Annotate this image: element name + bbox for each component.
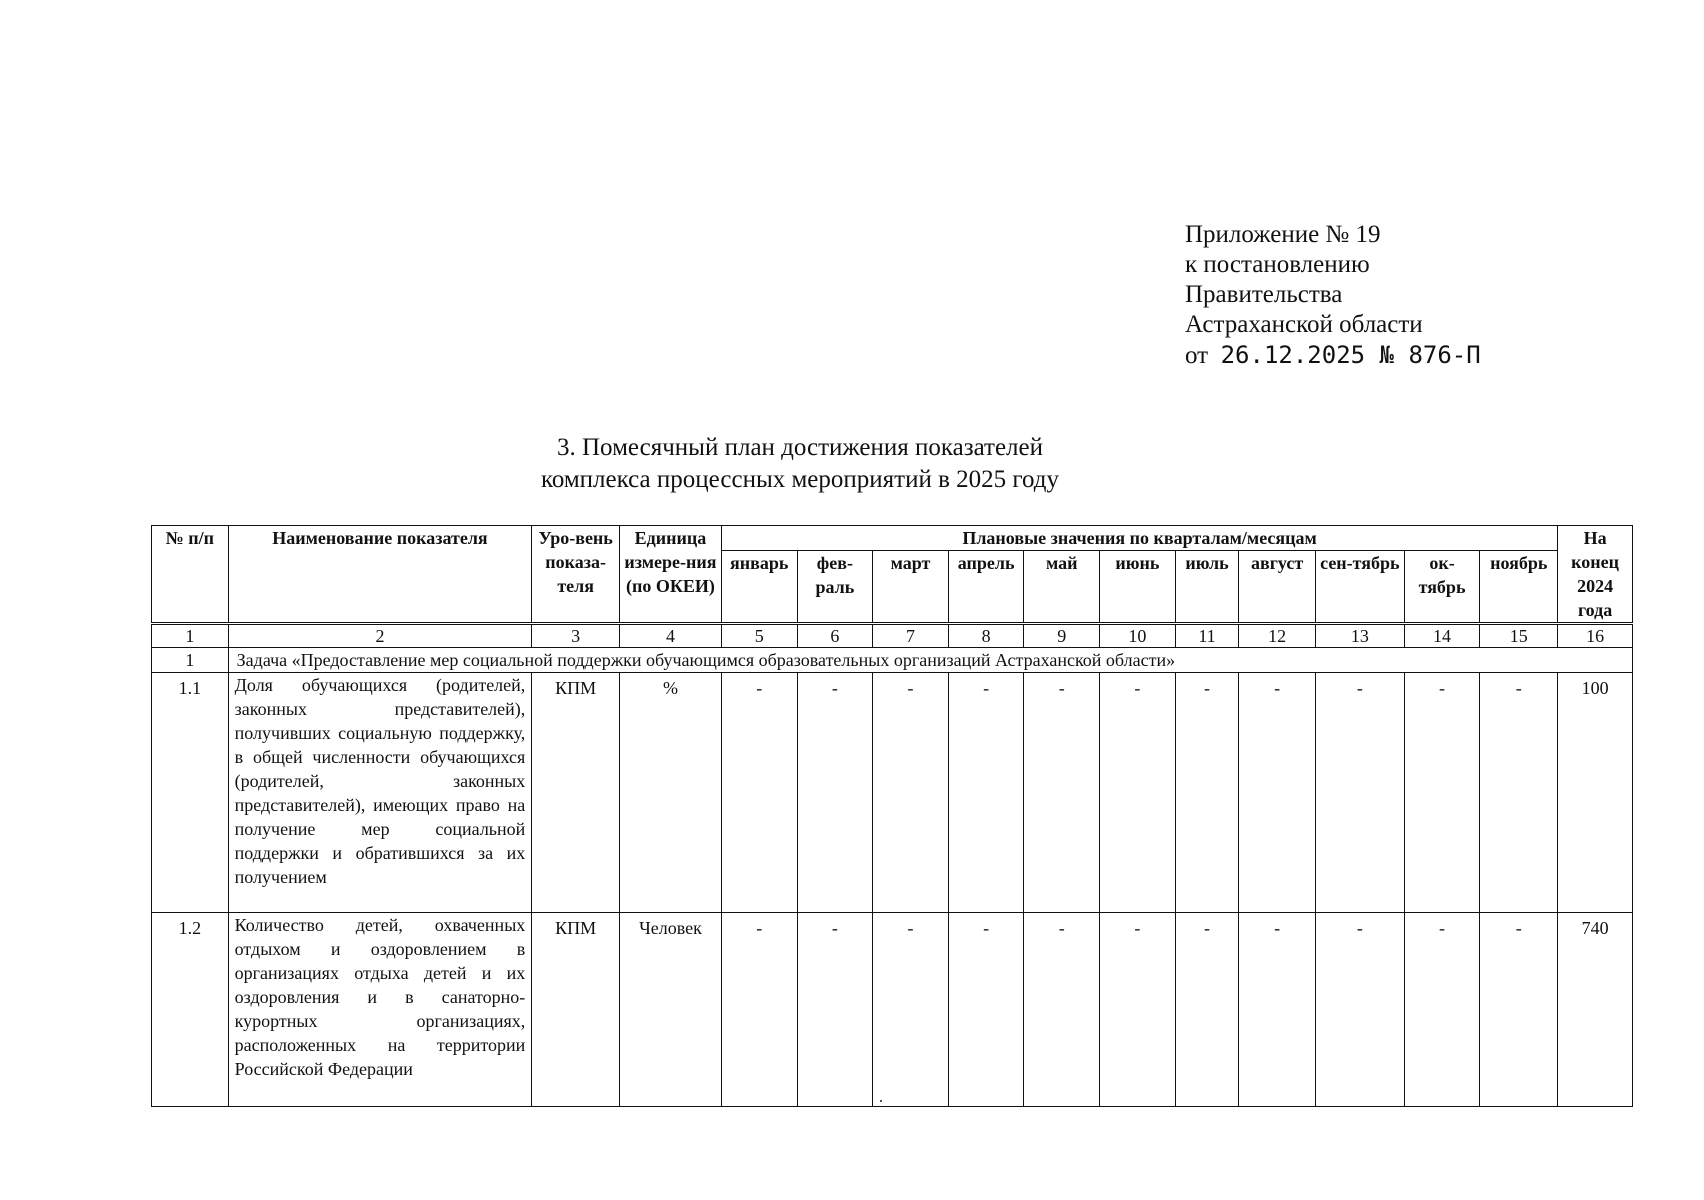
header-num: № п/п	[152, 526, 229, 624]
column-number: 12	[1239, 624, 1316, 648]
row-indicator-name: Количество детей, охваченных отдыхом и оздоровлением в организациях отдыха детей и их оздоровления и в санаторно-курортных организациях, расположенных на территории Российской Федерации	[228, 913, 532, 1107]
task-num: 1	[152, 648, 229, 673]
title-line-1: 3. Помесячный план достижения показателей	[557, 434, 1043, 461]
row-value: -	[1404, 913, 1480, 1107]
header-unit: Единица измере-ния (по ОКЕИ)	[620, 526, 722, 624]
task-row	[152, 648, 1633, 673]
row-value: -	[1404, 673, 1480, 913]
header-level: Уро-вень показа-теля	[532, 526, 620, 624]
column-number: 11	[1175, 624, 1239, 648]
row-end-value: 100	[1558, 673, 1633, 913]
monthly-plan-table	[151, 525, 1633, 1107]
column-number: 4	[620, 624, 722, 648]
row-value: -	[1100, 913, 1176, 1107]
column-number: 3	[532, 624, 620, 648]
row-num: 1.1	[152, 673, 229, 913]
column-number: 13	[1315, 624, 1404, 648]
header-end-of-year: На конец 2024 года	[1558, 526, 1633, 624]
column-number: 15	[1480, 624, 1558, 648]
row-end-value: 740	[1558, 913, 1633, 1107]
column-number: 8	[948, 624, 1024, 648]
row-value: -	[948, 673, 1024, 913]
row-value: -	[797, 673, 873, 913]
row-value: -	[1239, 913, 1316, 1107]
row-value: -	[1175, 913, 1239, 1107]
row-unit: Человек	[620, 913, 722, 1107]
column-number: 16	[1558, 624, 1633, 648]
row-value: -	[1024, 913, 1100, 1107]
row-level: КПМ	[532, 673, 620, 913]
row-num: 1.2	[152, 913, 229, 1107]
row-value: -	[1175, 673, 1239, 913]
header-month: фев-раль	[797, 551, 873, 624]
appendix-title: Приложение № 19	[1185, 221, 1381, 248]
column-number: 1	[152, 624, 229, 648]
section-title	[300, 432, 1300, 496]
row-value: -	[721, 673, 797, 913]
column-number: 7	[873, 624, 949, 648]
decree-number: 26.12.2025 № 876-П	[1220, 341, 1481, 369]
appendix-line-2: к постановлению	[1185, 251, 1370, 278]
header-month: ок-тябрь	[1404, 551, 1480, 624]
header-name: Наименование показателя	[228, 526, 532, 624]
table-row	[152, 673, 1633, 913]
row-value: -	[1239, 673, 1316, 913]
appendix-date-line	[1185, 340, 1481, 371]
column-number: 5	[721, 624, 797, 648]
column-number: 9	[1024, 624, 1100, 648]
task-text: Задача «Предоставление мер социальной поддержки обучающимся образовательных организаций Астраханской области»	[228, 648, 1632, 673]
row-unit: %	[620, 673, 722, 913]
row-value: -	[797, 913, 873, 1107]
row-value: -	[1480, 913, 1558, 1107]
row-value: -	[721, 913, 797, 1107]
appendix-line-4: Астраханской области	[1185, 311, 1423, 338]
header-month: март	[873, 551, 949, 624]
column-number: 10	[1100, 624, 1176, 648]
row-value: -	[1480, 673, 1558, 913]
row-level: КПМ	[532, 913, 620, 1107]
row-value: -	[1315, 673, 1404, 913]
column-number: 2	[228, 624, 532, 648]
date-prefix: от	[1185, 342, 1209, 369]
header-month: май	[1024, 551, 1100, 624]
header-month: июль	[1175, 551, 1239, 624]
header-month: июнь	[1100, 551, 1176, 624]
scan-speck	[880, 1100, 882, 1102]
header-month: сен-тябрь	[1315, 551, 1404, 624]
row-value: -	[1024, 673, 1100, 913]
header-month: апрель	[948, 551, 1024, 624]
row-value: -	[1315, 913, 1404, 1107]
row-value: -	[873, 673, 949, 913]
column-number: 6	[797, 624, 873, 648]
header-month: январь	[721, 551, 797, 624]
column-number: 14	[1404, 624, 1480, 648]
row-value: -	[1100, 673, 1176, 913]
header-planned: Плановые значения по кварталам/месяцам	[721, 526, 1557, 551]
header-row	[152, 526, 1633, 551]
column-numbers-row	[152, 624, 1633, 648]
row-value: -	[873, 913, 949, 1107]
header-month: ноябрь	[1480, 551, 1558, 624]
header-month: август	[1239, 551, 1316, 624]
appendix-block	[1185, 220, 1481, 371]
title-line-2: комплекса процессных мероприятий в 2025 году	[540, 466, 1060, 493]
table-row	[152, 913, 1633, 1107]
row-value: -	[948, 913, 1024, 1107]
appendix-line-3: Правительства	[1185, 281, 1343, 308]
row-indicator-name: Доля обучающихся (родителей, законных представителей), получивших социальную поддержку, в общей численности обучающихся (родителей, законных представителей), имеющих право на получение мер социальной поддержки и обратившихся за их получением	[228, 673, 532, 913]
